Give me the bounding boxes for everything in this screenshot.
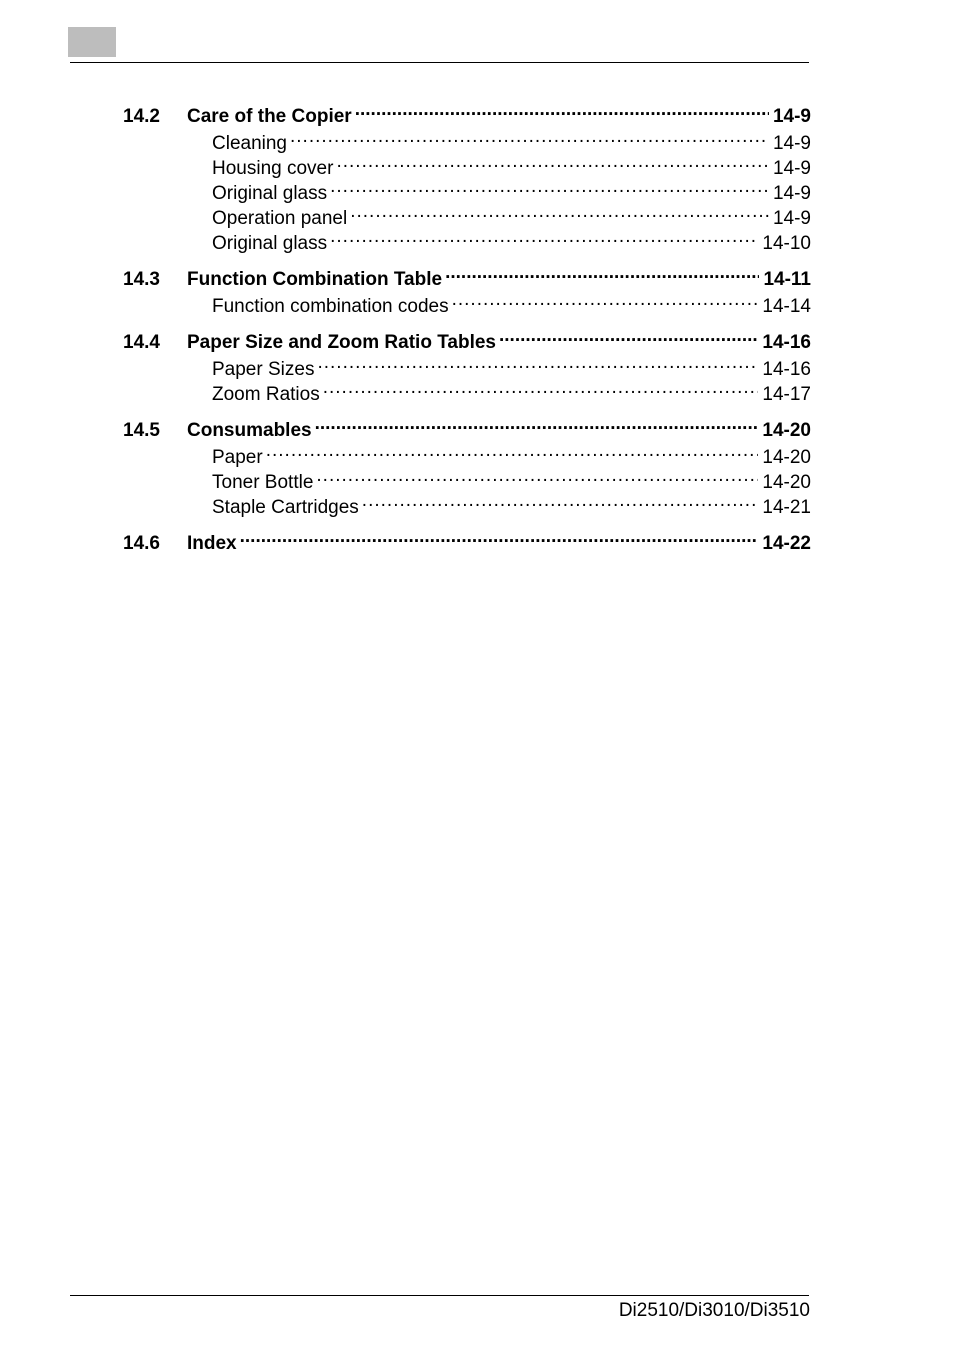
chapter-tab — [68, 27, 116, 57]
toc-entry[interactable] — [123, 97, 811, 127]
dot-leader — [290, 124, 769, 149]
toc-page-number: 14-9 — [772, 158, 811, 179]
toc-page-number: 14-16 — [762, 332, 811, 353]
table-of-contents — [123, 97, 811, 560]
toc-page-number: 14-22 — [762, 533, 811, 554]
toc-section-number: 14.2 — [123, 106, 160, 127]
toc-entry[interactable] — [123, 524, 811, 554]
dot-leader — [499, 323, 758, 348]
dot-leader — [445, 260, 759, 285]
toc-section-title: Paper Size and Zoom Ratio Tables — [187, 332, 496, 353]
toc-section-14-2 — [123, 97, 811, 254]
dot-leader — [355, 97, 769, 122]
toc-subentry-title: Cleaning — [212, 133, 287, 154]
toc-section-title: Consumables — [187, 420, 312, 441]
toc-subentry-title: Toner Bottle — [212, 472, 314, 493]
dot-leader — [362, 488, 759, 513]
dot-leader — [317, 350, 758, 375]
dot-leader — [336, 149, 769, 174]
toc-subentry-title: Housing cover — [212, 158, 334, 179]
toc-page-number: 14-17 — [762, 384, 811, 405]
toc-section-14-6 — [123, 524, 811, 554]
toc-page-number: 14-20 — [762, 447, 811, 468]
toc-page-number: 14-20 — [762, 420, 811, 441]
dot-leader — [330, 224, 758, 249]
dot-leader — [350, 199, 769, 224]
dot-leader — [315, 411, 759, 436]
toc-page-number: 14-9 — [772, 133, 811, 154]
toc-subentry-title: Original glass — [212, 183, 328, 204]
toc-subentry-title: Paper Sizes — [212, 359, 315, 380]
toc-entry[interactable] — [123, 411, 811, 441]
toc-page-number: 14-10 — [762, 233, 811, 254]
dot-leader — [266, 438, 759, 463]
toc-subentry-title: Function combination codes — [212, 296, 449, 317]
toc-section-number: 14.3 — [123, 269, 160, 290]
toc-section-title: Index — [187, 533, 237, 554]
toc-page-number: 14-20 — [762, 472, 811, 493]
toc-section-14-3 — [123, 260, 811, 317]
toc-section-14-5 — [123, 411, 811, 518]
toc-section-title: Function Combination Table — [187, 269, 443, 290]
toc-subentry-title: Staple Cartridges — [212, 497, 359, 518]
toc-section-title: Care of the Copier — [187, 106, 352, 127]
toc-section-number: 14.6 — [123, 533, 160, 554]
toc-page-number: 14-11 — [763, 269, 811, 290]
toc-page-number: 14-21 — [762, 497, 811, 518]
toc-page-number: 14-14 — [762, 296, 811, 317]
footer-rule — [70, 1295, 809, 1296]
toc-subentry-title: Operation panel — [212, 208, 348, 229]
dot-leader — [330, 174, 769, 199]
toc-page-number: 14-9 — [772, 106, 811, 127]
toc-page-number: 14-9 — [772, 208, 811, 229]
footer-model-name: Di2510/Di3010/Di3510 — [618, 1300, 810, 1321]
dot-leader — [452, 287, 759, 312]
dot-leader — [316, 463, 758, 488]
toc-subentry-title: Original glass — [212, 233, 328, 254]
toc-page-number: 14-16 — [762, 359, 811, 380]
toc-entry[interactable] — [123, 323, 811, 353]
toc-section-14-4 — [123, 323, 811, 405]
toc-section-number: 14.4 — [123, 332, 160, 353]
toc-section-number: 14.5 — [123, 420, 160, 441]
toc-subentry-title: Zoom Ratios — [212, 384, 320, 405]
dot-leader — [323, 375, 759, 400]
toc-entry[interactable] — [123, 260, 811, 290]
header-rule — [70, 62, 809, 63]
toc-subentry-title: Paper — [212, 447, 263, 468]
dot-leader — [240, 524, 759, 549]
toc-page-number: 14-9 — [772, 183, 811, 204]
